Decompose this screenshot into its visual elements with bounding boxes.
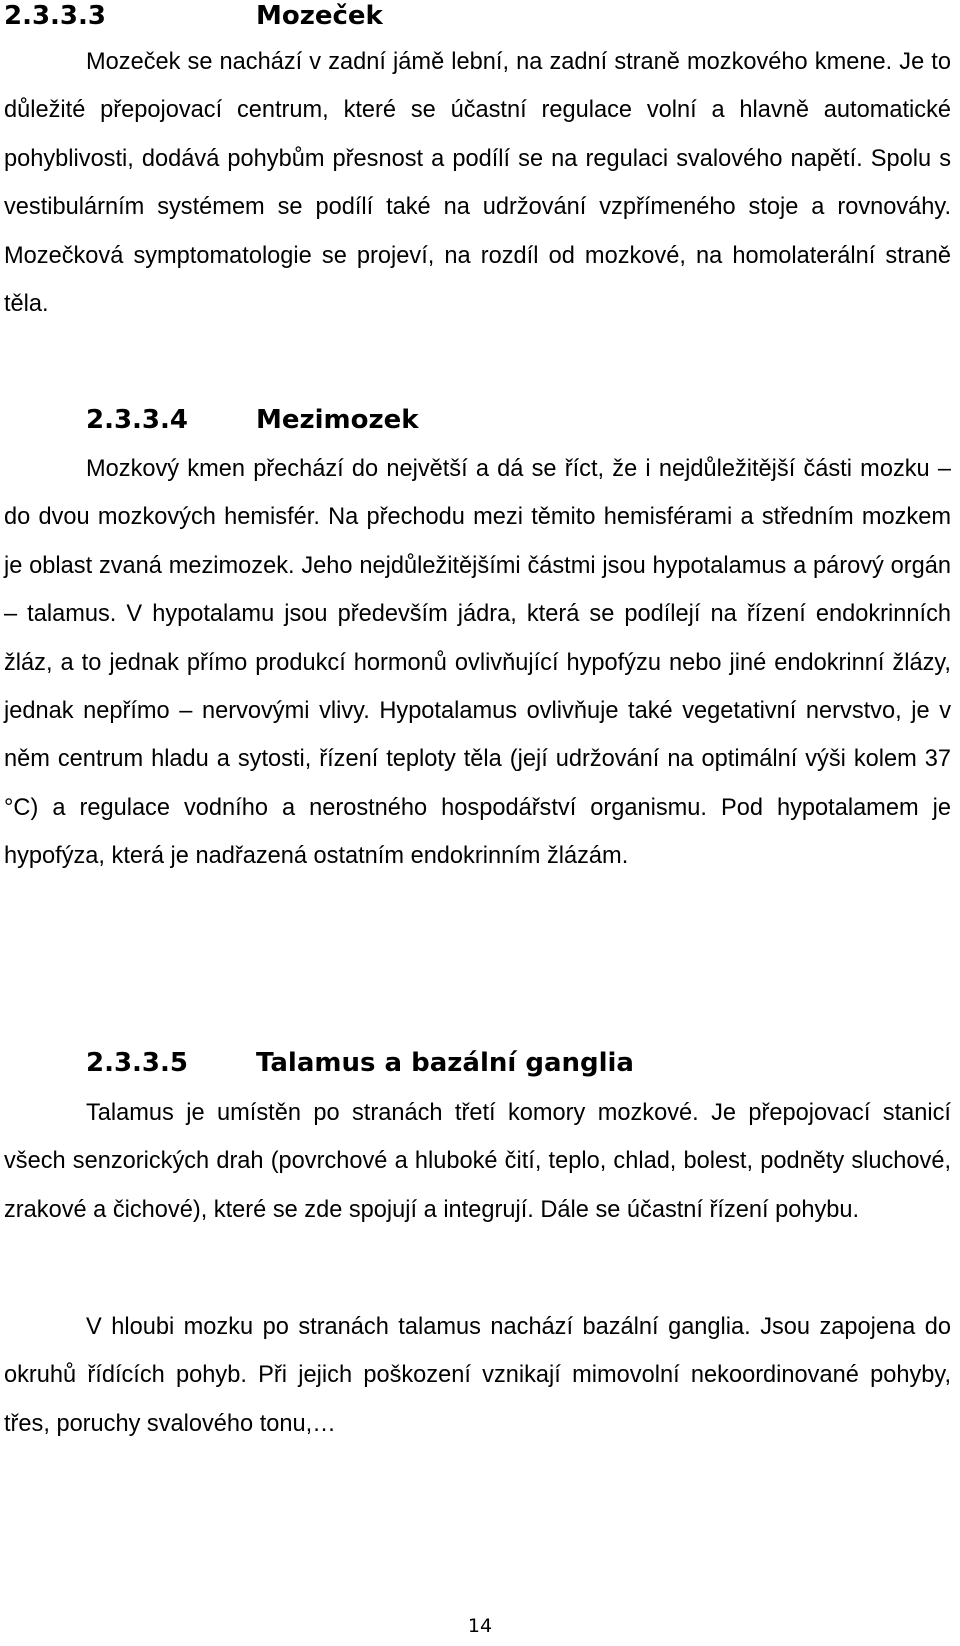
section-heading-mezimozek: [0, 400, 960, 440]
section-title: Mezimozek: [256, 405, 419, 435]
section-number: 2.3.3.3: [4, 1, 106, 31]
paragraph-mezimozek: Mozkový kmen přechází do největší a dá se říct, že i nejdůležitější části mozku – do dvou mozkových hemisfér. Na přechodu mezi těmito hemisférami a středním mozkem je oblast zvaná mezimozek. Jeho nejdůležitějšími částmi jsou hypotalamus a párový orgán – talamus. V hypotalamu jsou především jádra, která se podílejí na řízení endokrinních žláz, a to jednak přímo produkcí hormonů ovlivňující hypofýzu nebo jiné endokrinní žlázy, jednak nepřímo – nervovými vlivy. Hypotalamus ovlivňuje také vegetativní nervstvo, je v něm centrum hladu a sytosti, řízení teploty těla (její udržování na optimální výši kolem 37 °C) a regulace vodního a nerostného hospodářství organismu. Pod hypotalamem je hypofýza, která je nadřazená ostatním endokrinním žlázám.: [4, 456, 951, 870]
paragraph-talamus: Talamus je umístěn po stranách třetí komory mozkové. Je přepojovací stanicí všech senzorických drah (povrchové a hluboké čití, teplo, chlad, bolest, podněty sluchové, zrakové a čichové), které se zde spojují a integrují. Dále se účastní řízení pohybu.: [4, 1100, 951, 1223]
paragraph-mozecek: Mozeček se nachází v zadní jámě lební, na zadní straně mozkového kmene. Je to důležité přepojovací centrum, které se účastní regulace volní a hlavně automatické pohyblivosti, dodává pohybům přesnost a podílí se na regulaci svalového napětí. Spolu s vestibulárním systémem se podílí také na udržování vzpřímeného stoje a rovnováhy. Mozečková symptomatologie se projeví, na rozdíl od mozkové, na homolaterální straně těla.: [4, 49, 951, 318]
section-heading-talamus: [0, 1043, 960, 1083]
section-number: 2.3.3.5: [86, 1048, 188, 1078]
section-number: 2.3.3.4: [86, 405, 188, 435]
section-title: Mozeček: [256, 1, 383, 31]
paragraph-bazalni-ganglia: V hloubi mozku po stranách talamus nachází bazální ganglia. Jsou zapojena do okruhů řídících pohyb. Při jejich poškození vznikají mimovolní nekoordinované pohyby, třes, poruchy svalového tonu,…: [4, 1314, 951, 1437]
page-number: 14: [467, 1615, 493, 1637]
section-heading-mozecek: [0, 0, 960, 36]
section-title: Talamus a bazální ganglia: [256, 1048, 634, 1078]
